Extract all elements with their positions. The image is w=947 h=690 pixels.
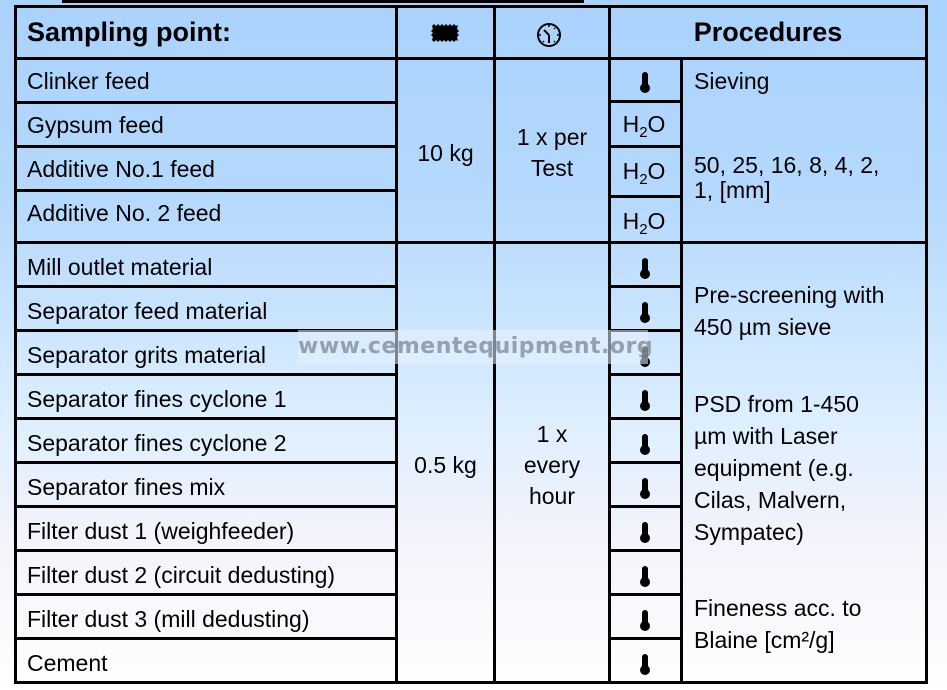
row-divider bbox=[608, 145, 680, 148]
procedure-prescreening: Pre-screening with bbox=[694, 282, 885, 308]
frequency-line: 1 x bbox=[536, 421, 568, 447]
row-divider bbox=[608, 285, 680, 288]
procedure-psd: equipment (e.g. bbox=[694, 455, 854, 481]
row-divider bbox=[17, 417, 395, 420]
h2o-icon: $H_2O$ bbox=[622, 208, 666, 238]
row-divider bbox=[608, 549, 680, 552]
row-divider bbox=[608, 100, 680, 103]
frequency-line: hour bbox=[528, 483, 576, 509]
sampling-point-label: Separator fines mix bbox=[27, 474, 226, 500]
row-divider bbox=[17, 101, 395, 104]
procedure-sieve-sizes: 50, 25, 16, 8, 4, 2, bbox=[694, 152, 880, 178]
row-divider bbox=[17, 637, 395, 640]
row-divider bbox=[17, 549, 395, 552]
clock-icon bbox=[536, 22, 562, 48]
watermark: www.cementequipment.org bbox=[298, 330, 648, 364]
procedure-psd: µm with Laser bbox=[694, 423, 838, 449]
sample-quantity-icon bbox=[430, 23, 460, 43]
frequency-line: 1 x per bbox=[516, 124, 588, 150]
row-divider bbox=[608, 593, 680, 596]
sampling-point-label: Separator fines cyclone 2 bbox=[27, 430, 287, 456]
frequency-line: every bbox=[523, 452, 581, 478]
thermometer-icon bbox=[640, 72, 648, 92]
thermometer-icon bbox=[640, 566, 648, 586]
sampling-point-label: Separator grits material bbox=[27, 342, 267, 368]
row-divider bbox=[17, 189, 395, 192]
thermometer-icon bbox=[640, 522, 648, 542]
row-divider bbox=[608, 505, 680, 508]
sampling-point-label: Mill outlet material bbox=[27, 254, 213, 280]
sampling-point-label: Cement bbox=[27, 650, 108, 676]
sampling-point-label: Gypsum feed bbox=[27, 112, 164, 138]
header-divider bbox=[17, 57, 925, 60]
procedure-blaine: Fineness acc. to bbox=[694, 595, 862, 621]
row-divider bbox=[17, 593, 395, 596]
thermometer-icon bbox=[640, 478, 648, 498]
thermometer-icon bbox=[640, 434, 648, 454]
col-divider-4 bbox=[680, 57, 683, 681]
sampling-point-label: Additive No. 2 feed bbox=[27, 200, 222, 226]
sampling-point-label: Filter dust 3 (mill dedusting) bbox=[27, 606, 310, 632]
thermometer-icon bbox=[640, 610, 648, 630]
procedure-blaine: Blaine [cm²/g] bbox=[694, 627, 835, 653]
thermometer-icon bbox=[640, 390, 648, 410]
procedure-psd: Sympatec) bbox=[694, 519, 804, 545]
sampling-point-label: Clinker feed bbox=[27, 68, 150, 94]
procedure-sieve-sizes: 1, [mm] bbox=[694, 177, 771, 203]
thermometer-icon bbox=[640, 654, 648, 674]
row-divider bbox=[608, 417, 680, 420]
row-divider bbox=[608, 373, 680, 376]
header-sampling-point: Sampling point: bbox=[27, 17, 231, 47]
frequency-line: Test bbox=[530, 155, 574, 181]
row-divider bbox=[17, 285, 395, 288]
row-divider bbox=[17, 145, 395, 148]
procedure-psd: PSD from 1-450 bbox=[694, 391, 859, 417]
sampling-point-label: Filter dust 2 (circuit dedusting) bbox=[27, 562, 336, 588]
h2o-icon: $H_2O$ bbox=[622, 111, 666, 141]
thermometer-icon bbox=[640, 302, 648, 322]
procedure-sieving: Sieving bbox=[694, 68, 770, 94]
row-divider bbox=[608, 195, 680, 198]
group-divider bbox=[17, 241, 925, 244]
row-divider bbox=[608, 637, 680, 640]
sampling-point-label: Separator fines cyclone 1 bbox=[27, 386, 287, 412]
procedure-psd: Cilas, Malvern, bbox=[694, 487, 847, 513]
row-divider bbox=[17, 505, 395, 508]
sampling-point-label: Separator feed material bbox=[27, 298, 268, 324]
procedure-prescreening: 450 µm sieve bbox=[694, 314, 832, 340]
sampling-point-label: Additive No.1 feed bbox=[27, 156, 215, 182]
row-divider bbox=[17, 373, 395, 376]
title-underline bbox=[62, 0, 584, 3]
thermometer-icon bbox=[640, 258, 648, 278]
header-procedures: Procedures bbox=[693, 17, 843, 47]
h2o-icon: $H_2O$ bbox=[622, 158, 666, 188]
quantity-value: 10 kg bbox=[417, 140, 474, 166]
row-divider bbox=[17, 461, 395, 464]
row-divider bbox=[608, 461, 680, 464]
sampling-point-label: Filter dust 1 (weighfeeder) bbox=[27, 518, 295, 544]
quantity-value: 0.5 kg bbox=[414, 452, 477, 478]
